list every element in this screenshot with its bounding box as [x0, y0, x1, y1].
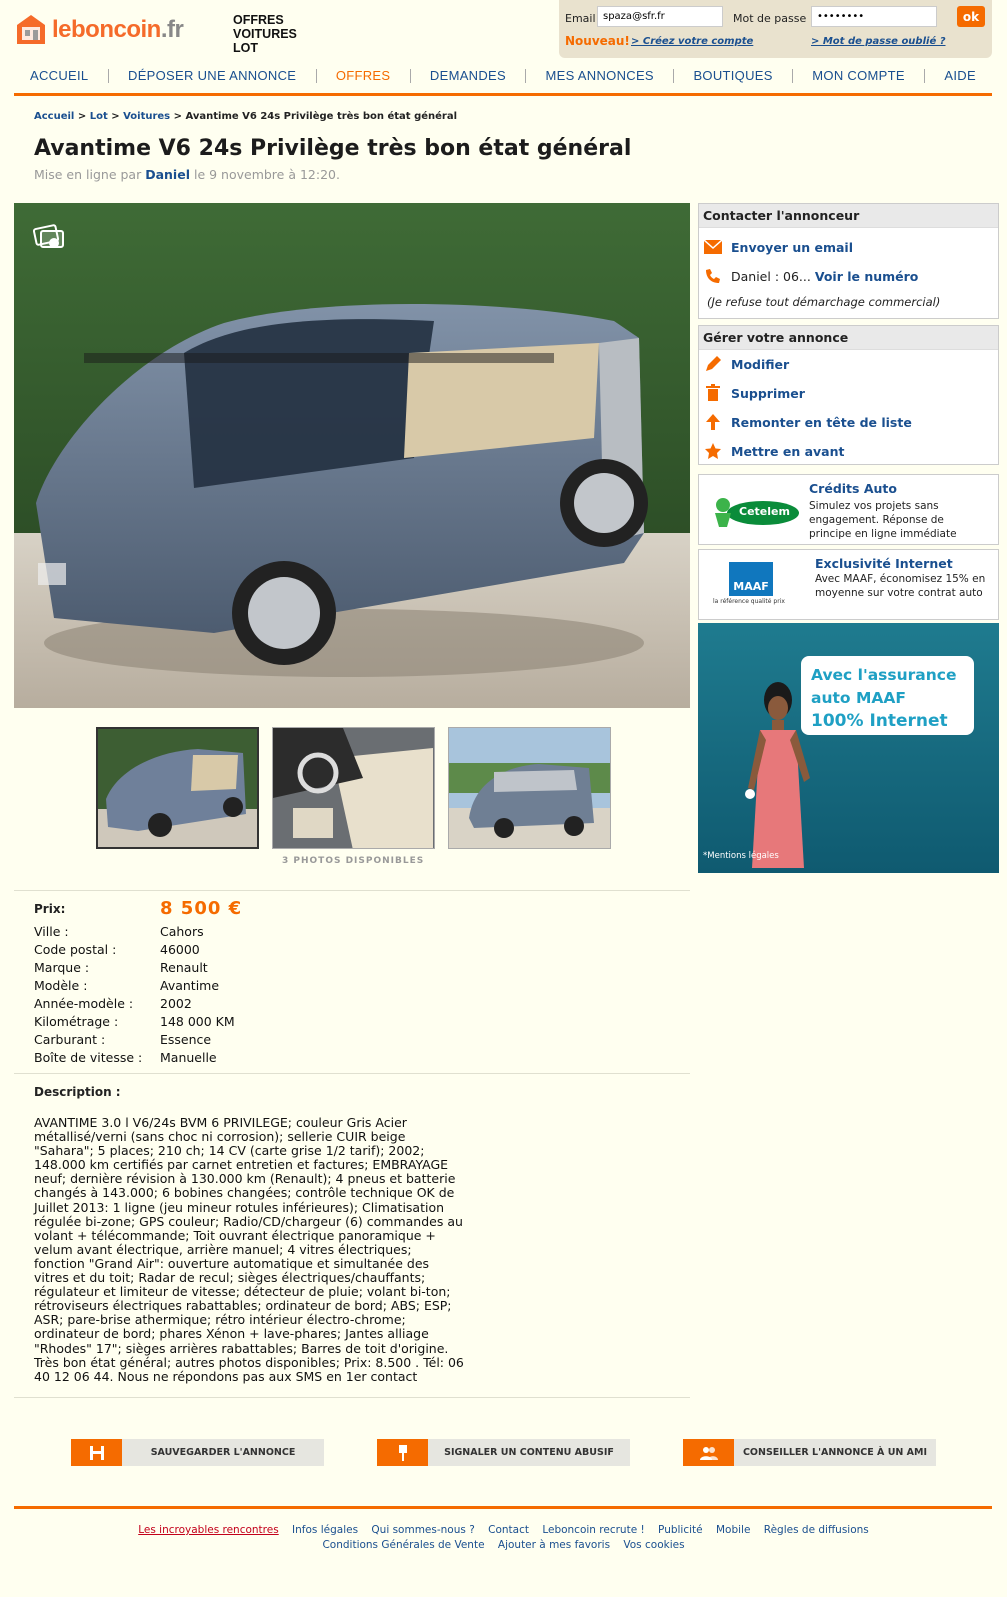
save-listing-button[interactable]: [71, 1439, 324, 1466]
floppy-icon: [71, 1439, 122, 1466]
phone-prefix: Daniel : 06...: [731, 268, 811, 284]
footer-link-mobile[interactable]: Mobile: [715, 1524, 751, 1536]
footer-link-contact[interactable]: Contact: [488, 1524, 529, 1536]
email-input[interactable]: [597, 6, 723, 27]
maaf-tagline: la référence qualité prix: [713, 598, 785, 605]
trash-icon: [703, 383, 723, 403]
modify-link[interactable]: Modifier: [731, 356, 790, 372]
cetelem-text: Simulez vos projets sans engagement. Réponse de principe en ligne immédiate: [809, 500, 957, 540]
maaf-text: Avec MAAF, économisez 15% en moyenne sur votre contrat auto: [815, 573, 986, 599]
banner-bubble: [801, 656, 974, 735]
maaf-logo-text: MAAF: [729, 562, 773, 596]
top-crumb-lot: LOT: [233, 41, 258, 55]
footer-link-rencontres[interactable]: Les incroyables rencontres: [138, 1524, 279, 1536]
breadcrumb: Accueil > Lot > Voitures > Avantime V6 24s Privilège très bon état général: [34, 111, 458, 122]
thumbnail-2[interactable]: [272, 727, 435, 849]
nav-mon-compte[interactable]: MON COMPTE: [812, 68, 905, 83]
nav-mes-annonces[interactable]: MES ANNONCES: [545, 68, 654, 83]
description-label: Description :: [34, 1085, 121, 1099]
breadcrumb-category[interactable]: Voitures: [123, 111, 171, 122]
main-nav: [14, 64, 992, 96]
manage-header: Gérer votre annonce: [699, 326, 998, 350]
description-text: AVANTIME 3.0 l V6/24s BVM 6 PRIVILEGE; couleur Gris Acier métallisé/verni (sans choc ni corrosion); sellerie CUIR beige "Sahara"; 5 places; 210 ch; 14 CV (carte grise 1/2 tarif); 2002; 148.000 km certifiés par carnet entretien et factures; EMBRAYAGE neuf; dernière révision à 130.000 km (Renault); 4 pneus et batterie changés à 143.000; 6 bobines changées; contrôle technique OK de Juillet 2013: 1 ligne (jeu mineur rotules inférieures); Climatisation régulée bi-zone; GPS couleur; Radio/CD/chargeur (6) commandes au volant + télécommande; Toit ouvrant électrique panoramique + velum avant électrique, arrière manuel; 4 vitres électriques; fonction "Grand Air": ouverture automatique et simultanée des vitres et du toit; Radar de recul; sièges électriques/chauffants; régulateur et limiteur de vitesse; détecteur de pluie; volant bi-ton; rétroviseurs électriques rabattables; ordinateur de bord; ABS; ESP; ASR; pare-brise athermique; rétro intérieur électro-chrome; ordinateur de bord; phares Xénon + lave-phares; Jantes alliage "Rhodes" 17"; sièges arrières rabattables; Barres de toit d'origine. Très bon état général; autres photos disponibles; Prix: 8.500 . Tél: 06 40 12 06 44. Nous ne répondons pas aux SMS en 1er contact: [34, 1115, 464, 1384]
nav-accueil[interactable]: ACCUEIL: [30, 68, 89, 83]
footer-link-cookies[interactable]: Vos cookies: [623, 1539, 685, 1551]
bump-row[interactable]: [699, 411, 998, 433]
pencil-icon: [703, 354, 723, 374]
banner-line2: auto MAAF: [811, 689, 906, 707]
footer-link-regles[interactable]: Règles de diffusions: [763, 1524, 869, 1536]
logo-text: leboncoin: [52, 16, 161, 43]
page-title: Avantime V6 24s Privilège très bon état général: [34, 136, 632, 161]
footer-link-recrute[interactable]: Leboncoin recrute !: [542, 1524, 645, 1536]
nav-boutiques[interactable]: BOUTIQUES: [693, 68, 773, 83]
maaf-logo: [713, 562, 809, 610]
price-label: Prix:: [34, 902, 66, 916]
footer-link-infos-legales[interactable]: Infos légales: [292, 1524, 359, 1536]
posted-info: [34, 167, 340, 182]
main-photo[interactable]: [14, 203, 690, 708]
password-input[interactable]: [811, 6, 937, 27]
banner-line3: 100% Internet: [811, 711, 948, 731]
send-email-link[interactable]: Envoyer un email: [731, 239, 853, 255]
password-label: Mot de passe: [733, 12, 807, 25]
forgot-password-link[interactable]: > Mot de passe oublié ?: [811, 36, 946, 47]
footer-links-row1: [0, 1524, 1007, 1536]
report-abuse-button[interactable]: [377, 1439, 630, 1466]
manage-box: [698, 325, 999, 465]
report-abuse-label: SIGNALER UN CONTENU ABUSIF: [444, 1447, 614, 1458]
top-crumb-voitures: VOITURES: [233, 27, 297, 41]
email-label: Email: [565, 12, 596, 25]
maaf-banner[interactable]: [698, 623, 999, 873]
posted-prefix: Mise en ligne par: [34, 167, 142, 182]
maaf-title: Exclusivité Internet: [815, 556, 953, 571]
top-crumb-offres: OFFRES: [233, 13, 284, 27]
users-icon: [683, 1439, 734, 1466]
contact-box: [698, 203, 999, 319]
logo-suffix: .fr: [160, 16, 184, 43]
feature-row[interactable]: [699, 440, 998, 462]
author-link[interactable]: Daniel: [145, 167, 190, 182]
modify-row[interactable]: [699, 353, 998, 375]
price-value: 8 500 €: [160, 898, 243, 919]
arrow-up-icon: [703, 412, 723, 432]
banner-line1: Avec l'assurance: [811, 666, 957, 684]
phone-row: [699, 265, 998, 287]
thumbnail-3[interactable]: [448, 727, 611, 849]
no-solicitation-note: (Je refuse tout démarchage commercial): [707, 295, 941, 309]
breadcrumb-region[interactable]: Lot: [89, 111, 108, 122]
delete-row[interactable]: [699, 382, 998, 404]
nav-demandes[interactable]: DEMANDES: [429, 68, 506, 83]
footer-links-row2: [0, 1539, 1007, 1551]
thumbnail-strip: [96, 727, 611, 849]
pin-icon: [377, 1439, 428, 1466]
breadcrumb-current: Avantime V6 24s Privilège très bon état général: [185, 111, 458, 122]
maaf-ad[interactable]: [698, 549, 999, 620]
thumbnail-1[interactable]: [96, 727, 259, 849]
send-email-row[interactable]: [699, 236, 998, 258]
footer-link-cgv[interactable]: Conditions Générales de Vente: [322, 1539, 485, 1551]
footer-link-favoris[interactable]: Ajouter à mes favoris: [497, 1539, 611, 1551]
footer-link-publicite[interactable]: Publicité: [658, 1524, 703, 1536]
delete-link[interactable]: Supprimer: [731, 385, 805, 401]
show-number-link[interactable]: Voir le numéro: [814, 268, 919, 284]
top-crumbs: [233, 13, 297, 55]
feature-link[interactable]: Mettre en avant: [731, 443, 845, 459]
nav-offres[interactable]: OFFRES: [335, 68, 391, 83]
save-listing-label: SAUVEGARDER L'ANNONCE: [150, 1447, 296, 1458]
share-friend-button[interactable]: [683, 1439, 936, 1466]
breadcrumb-home[interactable]: Accueil: [34, 111, 75, 122]
login-panel: [559, 0, 992, 58]
nav-deposer[interactable]: DÉPOSER UNE ANNONCE: [128, 68, 297, 83]
login-ok-button[interactable]: ok: [957, 6, 985, 27]
photos-count: 3 PHOTOS DISPONIBLES: [282, 856, 425, 866]
site-logo[interactable]: [14, 10, 214, 50]
footer-link-qui-sommes-nous[interactable]: Qui sommes-nous ?: [371, 1524, 475, 1536]
share-friend-label: CONSEILLER L'ANNONCE À UN AMI: [742, 1447, 928, 1458]
banner-mentions[interactable]: *Mentions légales: [703, 851, 779, 861]
create-account-link[interactable]: > Créez votre compte: [631, 36, 754, 47]
cetelem-title: Crédits Auto: [809, 481, 897, 496]
photo-badge-icon: [32, 221, 66, 251]
phone-icon: [703, 266, 723, 286]
logo-house-icon: [14, 13, 48, 47]
posted-suffix: le 9 novembre à 12:20.: [193, 167, 340, 182]
cetelem-ad[interactable]: [698, 474, 999, 545]
nouveau-label: Nouveau!: [565, 34, 630, 48]
cetelem-logo: Cetelem: [709, 491, 801, 529]
nav-aide[interactable]: AIDE: [944, 68, 976, 83]
envelope-icon: [703, 237, 723, 257]
bump-link[interactable]: Remonter en tête de liste: [731, 414, 912, 430]
contact-header: Contacter l'annonceur: [699, 204, 998, 228]
star-icon: [703, 441, 723, 461]
